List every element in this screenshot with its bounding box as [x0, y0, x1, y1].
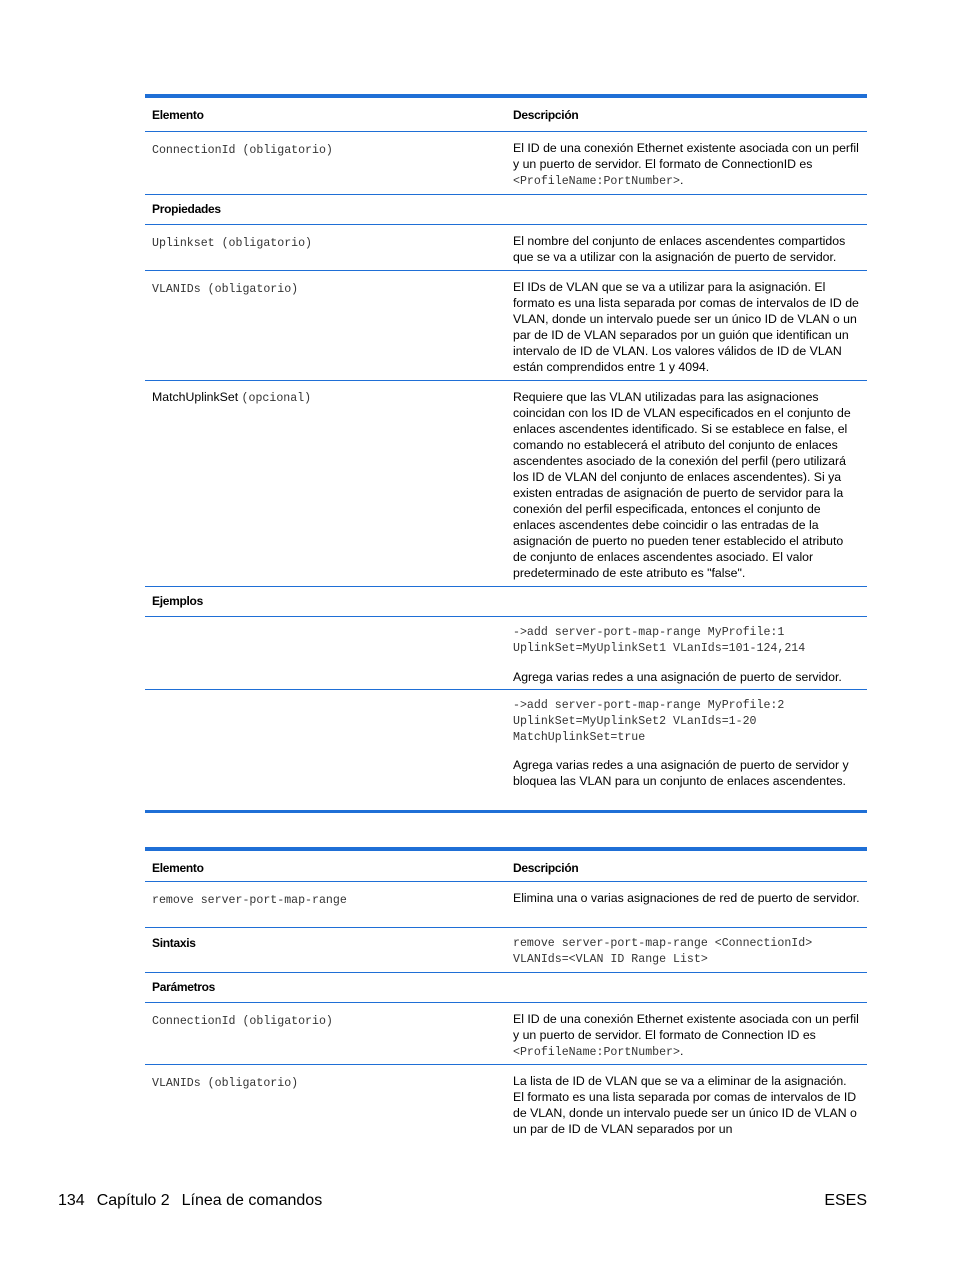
example-code-line: MatchUplinkSet=true: [513, 731, 646, 744]
section-row-params: [145, 973, 867, 1003]
table-row: [145, 381, 867, 587]
section-title: Sintaxis: [152, 936, 196, 950]
example-description: Agrega varias redes a una asignación de puerto de servidor.: [513, 670, 842, 684]
example-row: [145, 690, 867, 810]
element-code: VLANIDs (obligatorio): [152, 1077, 299, 1090]
table-row: [145, 882, 867, 928]
element-description: Elimina una o varias asignaciones de red de puerto de servidor.: [513, 891, 860, 905]
chapter-title: Línea de comandos: [181, 1192, 323, 1209]
element-description: El IDs de VLAN que se va a utilizar para la asignación. El formato es una lista separada por comas de intervalos de ID de VLAN, donde un intervalo puede ser un único ID de VLAN o un par de ID de VLAN separados por un guión que identifican un intervalo de ID de VLAN. Los valores válidos de ID de VLAN están comprendidos entre 1 y 4094.: [513, 280, 859, 374]
element-code: remove server-port-map-range: [152, 894, 347, 907]
example-code-line: ->add server-port-map-range MyProfile:1: [513, 626, 785, 639]
table-server-port-map-range-remove: [145, 847, 867, 1145]
table-row: [145, 225, 867, 271]
section-row-examples: [145, 587, 867, 617]
element-code: (opcional): [241, 392, 312, 405]
header-elemento: Elemento: [152, 861, 204, 875]
table-row: [145, 1003, 867, 1065]
example-description: Agrega varias redes a una asignación de puerto de servidor y bloquea las VLAN para un conjunto de enlaces ascendentes.: [513, 758, 849, 788]
element-code: ConnectionId (obligatorio): [152, 1015, 333, 1028]
table-header-row: [145, 98, 867, 132]
table-header-row: [145, 851, 867, 882]
footer-left: [58, 1192, 334, 1210]
example-code-line: UplinkSet=MyUplinkSet1 VLanIds=101-124,214: [513, 642, 806, 655]
element-description: El ID de una conexión Ethernet existente asociada con un perfil y un puerto de servidor. El formato de ConnectionID es <ProfileName:PortNumber>.: [513, 141, 859, 188]
header-descripcion: Descripción: [513, 861, 579, 875]
section-row-properties: [145, 195, 867, 225]
example-code-line: ->add server-port-map-range MyProfile:2: [513, 699, 785, 712]
element-code: VLANIDs (obligatorio): [152, 283, 299, 296]
element-description: El nombre del conjunto de enlaces ascendentes compartidos que se va a utilizar con la asignación de puerto de servidor.: [513, 234, 846, 264]
page-footer: [58, 1192, 867, 1210]
syntax-row: [145, 928, 867, 973]
page-number: 134: [58, 1192, 85, 1209]
chapter-label: Capítulo 2: [96, 1192, 170, 1209]
element-description: El ID de una conexión Ethernet existente asociada con un perfil y un puerto de servidor. El formato de Connection ID es <ProfileName:PortNumber>.: [513, 1012, 859, 1059]
element-description: La lista de ID de VLAN que se va a eliminar de la asignación. El formato es una lista separada por comas de intervalos de ID de VLAN, donde un intervalo puede ser un único ID de VLAN o un par de ID de VLAN separados por un: [513, 1074, 857, 1136]
header-descripcion: Descripción: [513, 108, 579, 122]
element-description: Requiere que las VLAN utilizadas para las asignaciones coincidan con los ID de VLAN especificados en el conjunto de enlaces ascendentes identificado. Si se establece en false, el comando no establecerá el atributo del conjunto de enlaces ascendentes asociado de la conexión del perfil (pero utilizará los ID de VLAN del conjunto de enlaces ascendentes). Si ya existen entradas de asignación de puerto de servidor para la conexión del perfil especificada, entonces el conjunto de enlaces ascendentes debe coincidir o las entradas de la asignación de puerto no pueden tener establecido el atributo de conjunto de enlaces ascendentes asociado. El valor predeterminado de este atributo es "false".: [513, 390, 851, 580]
table-server-port-map-range-add: [145, 94, 867, 813]
table-row: [145, 132, 867, 195]
example-content: [506, 617, 867, 689]
element-code: Uplinkset (obligatorio): [152, 237, 313, 250]
section-title: Parámetros: [152, 980, 216, 994]
table-bottom-rule: [145, 810, 867, 813]
table-row: [145, 271, 867, 381]
section-title: Ejemplos: [152, 594, 203, 608]
element-code: ConnectionId (obligatorio): [152, 144, 333, 157]
header-elemento: Elemento: [152, 108, 204, 122]
element-label: MatchUplinkSet: [152, 390, 239, 404]
syntax-code: remove server-port-map-range <ConnectionId> VLANIds=<VLAN ID Range List>: [513, 937, 813, 966]
section-title: Propiedades: [152, 202, 221, 216]
table-row: [145, 1065, 867, 1145]
example-row: [145, 617, 867, 690]
footer-locale: ESES: [824, 1192, 867, 1209]
example-content: [506, 690, 867, 810]
example-code-line: UplinkSet=MyUplinkSet2 VLanIds=1-20: [513, 715, 757, 728]
